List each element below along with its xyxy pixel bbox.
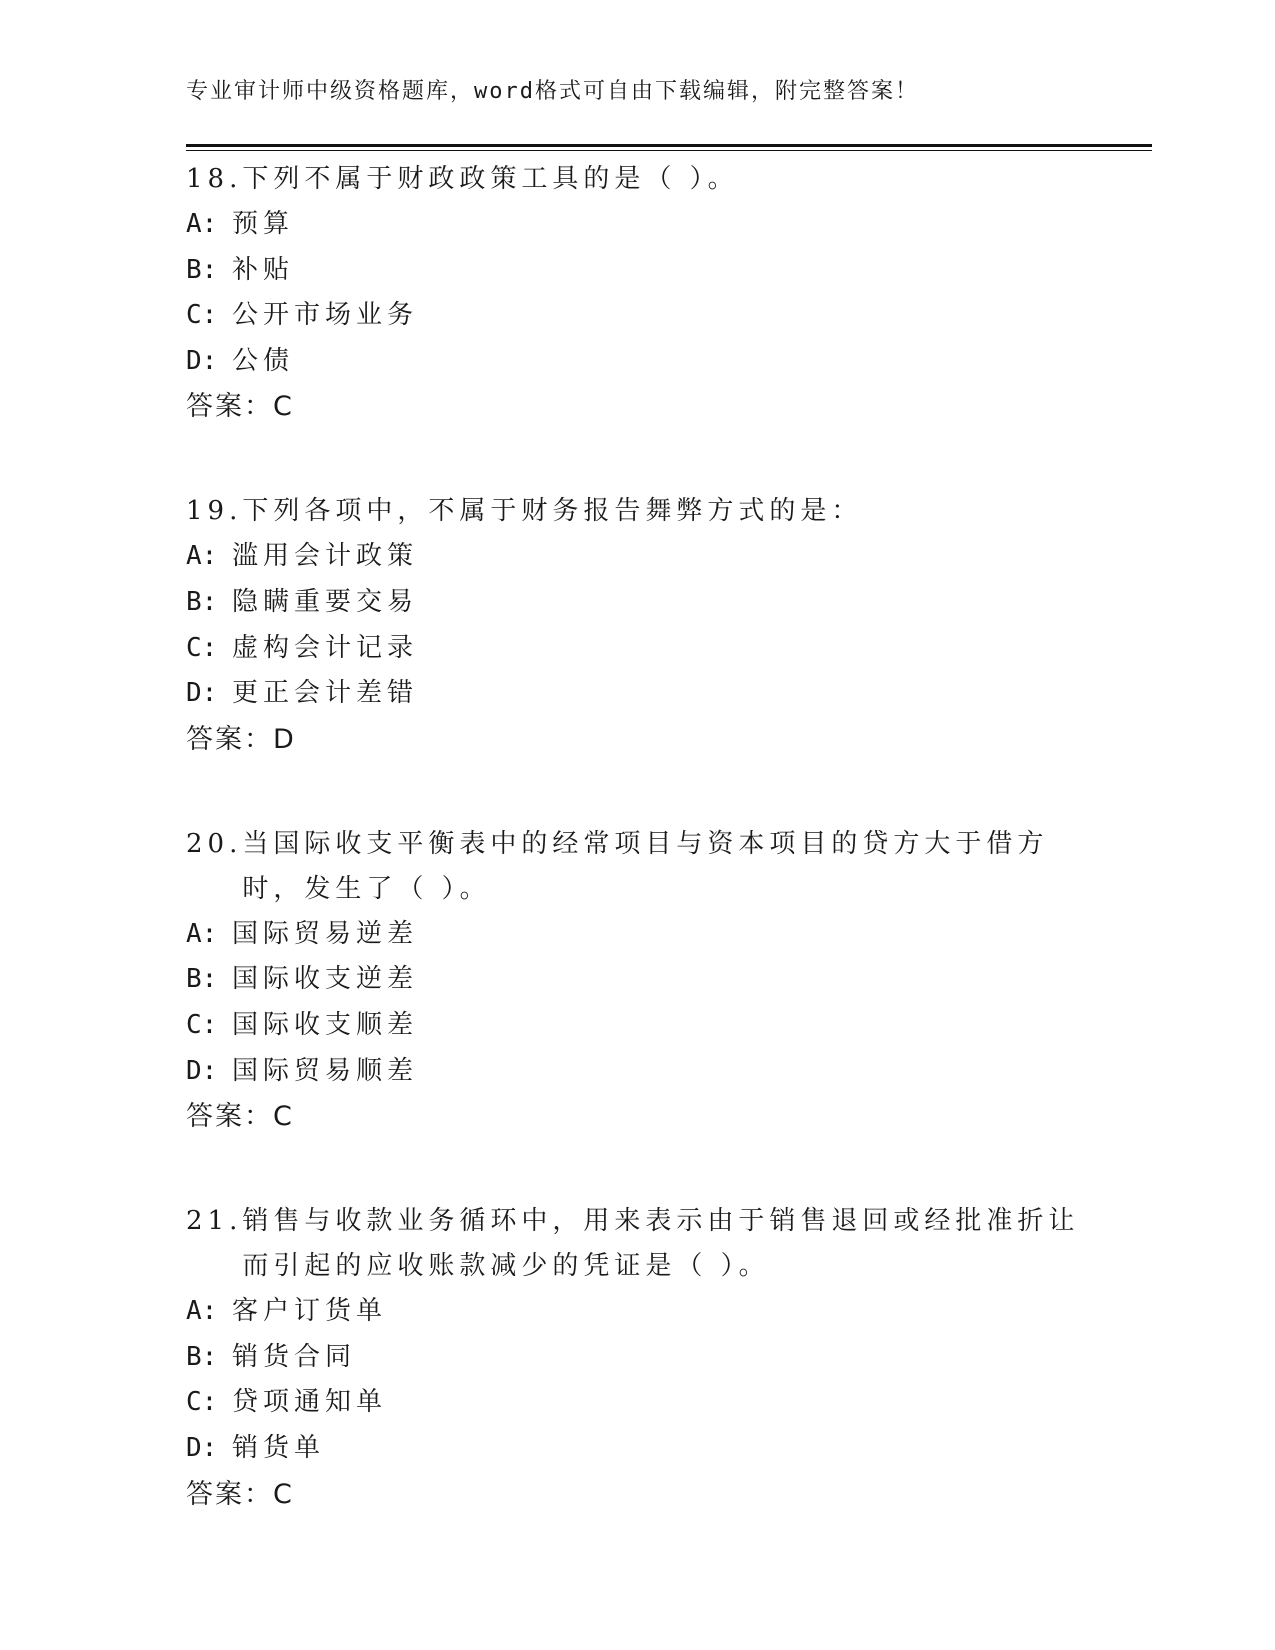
option-key: B: bbox=[186, 964, 218, 995]
option-text: 更正会计差错 bbox=[232, 678, 419, 709]
question-18 bbox=[186, 157, 1086, 429]
option-text: 销货合同 bbox=[232, 1341, 357, 1372]
option-key: A: bbox=[186, 541, 218, 572]
option-b bbox=[186, 1335, 1086, 1381]
question-stem bbox=[186, 489, 1086, 534]
question-number: 18. bbox=[186, 164, 243, 194]
question-20 bbox=[186, 822, 1086, 1139]
option-text: 公开市场业务 bbox=[232, 300, 419, 331]
question-text: 下列不属于财政政策工具的是（ ）。 bbox=[242, 164, 739, 194]
option-text: 预算 bbox=[232, 209, 295, 239]
option-d bbox=[186, 1049, 1086, 1095]
question-19 bbox=[186, 489, 1086, 761]
option-key: C: bbox=[186, 300, 218, 331]
option-d bbox=[186, 1426, 1086, 1472]
option-text: 国际收支顺差 bbox=[232, 1009, 419, 1040]
option-c bbox=[186, 1003, 1086, 1049]
option-key: D: bbox=[186, 345, 218, 376]
answer-line: 答案：C bbox=[186, 1478, 294, 1510]
option-a bbox=[186, 202, 1086, 248]
answer-line: 答案：C bbox=[186, 1101, 294, 1133]
question-number: 20. bbox=[186, 828, 243, 859]
option-text: 公债 bbox=[232, 345, 295, 376]
option-key: C: bbox=[186, 632, 218, 663]
answer-line: 答案：D bbox=[186, 723, 296, 755]
option-key: B: bbox=[186, 1341, 218, 1372]
question-number: 21. bbox=[186, 1206, 243, 1237]
option-text: 贷项通知单 bbox=[232, 1387, 388, 1418]
option-text: 滥用会计政策 bbox=[232, 541, 419, 572]
question-stem bbox=[186, 822, 1086, 912]
question-text: 下列各项中，不属于财务报告舞弊方式的是： bbox=[242, 496, 863, 527]
option-text: 隐瞒重要交易 bbox=[232, 586, 419, 617]
option-key: A: bbox=[186, 1296, 218, 1327]
option-text: 补贴 bbox=[232, 254, 295, 285]
option-key: C: bbox=[186, 1009, 218, 1040]
option-a bbox=[186, 912, 1086, 958]
header-rule-thin bbox=[186, 150, 1152, 151]
question-number: 19. bbox=[186, 496, 243, 527]
question-text: 销售与收款业务循环中，用来表示由于销售退回或经批准折让而引起的应收账款减少的凭证是（ ）。 bbox=[242, 1206, 1080, 1282]
option-key: D: bbox=[186, 678, 218, 709]
option-text: 国际收支逆差 bbox=[232, 964, 419, 995]
question-stem bbox=[186, 1199, 1086, 1289]
option-text: 虚构会计记录 bbox=[232, 632, 419, 663]
option-c bbox=[186, 1380, 1086, 1426]
option-text: 国际贸易逆差 bbox=[232, 918, 419, 949]
option-key: C: bbox=[186, 1387, 218, 1418]
option-key: D: bbox=[186, 1055, 218, 1086]
option-key: D: bbox=[186, 1432, 218, 1463]
option-b bbox=[186, 580, 1086, 626]
option-c bbox=[186, 293, 1086, 339]
question-text: 当国际收支平衡表中的经常项目与资本项目的贷方大于借方时，发生了（ ）。 bbox=[242, 828, 1049, 904]
option-c bbox=[186, 626, 1086, 672]
answer-line: 答案：C bbox=[186, 391, 294, 423]
option-key: B: bbox=[186, 586, 218, 617]
option-b bbox=[186, 957, 1086, 1003]
option-key: A: bbox=[186, 209, 218, 239]
question-21 bbox=[186, 1199, 1086, 1516]
option-d bbox=[186, 339, 1086, 385]
option-key: A: bbox=[186, 918, 218, 949]
question-stem bbox=[186, 157, 1086, 202]
option-key: B: bbox=[186, 254, 218, 285]
option-d bbox=[186, 671, 1086, 717]
option-text: 客户订货单 bbox=[232, 1296, 388, 1327]
document-header: 专业审计师中级资格题库，word格式可自由下载编辑，附完整答案！ bbox=[186, 79, 919, 104]
option-a bbox=[186, 1289, 1086, 1335]
header-rule-thick bbox=[186, 144, 1152, 147]
question-list bbox=[186, 157, 1086, 1577]
option-text: 国际贸易顺差 bbox=[232, 1055, 419, 1086]
option-a bbox=[186, 534, 1086, 580]
option-text: 销货单 bbox=[232, 1432, 326, 1463]
option-b bbox=[186, 248, 1086, 294]
